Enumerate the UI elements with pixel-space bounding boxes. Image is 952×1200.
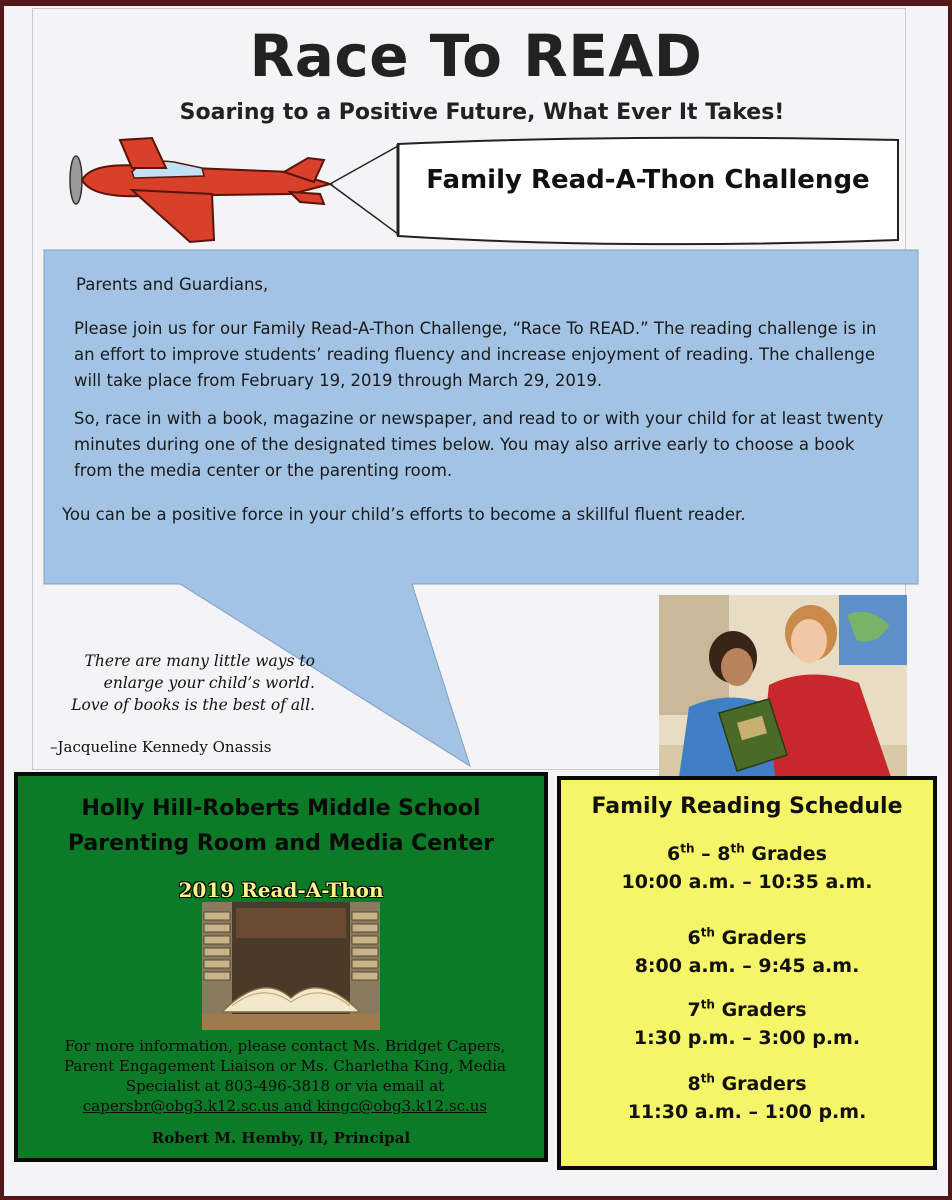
slot-time: 10:00 a.m. – 10:35 a.m. xyxy=(621,871,873,893)
slot-time: 1:30 p.m. – 3:00 p.m. xyxy=(633,1027,861,1049)
letter-paragraph-2: So, race in with a book, magazine or newspaper, and read to or with your child for at least twenty minutes during one of the designated times below. You may also arrive early to choose a book from the media center or the parenting room. xyxy=(74,409,884,480)
contact-line-3: Specialist at 803-496-3818 or via email at xyxy=(125,1077,445,1095)
quote-block xyxy=(60,650,315,716)
letter-paragraph-1: Please join us for our Family Read-A-Thon Challenge, “Race To READ.” The reading challenge is in an effort to improve students’ reading fluency and increase enjoyment of reading. The challenge will take place from February 19, 2019 through March 29, 2019. xyxy=(74,319,877,390)
flyer-subtitle: Soaring to a Positive Future, What Ever It Takes! xyxy=(179,100,785,125)
letter-paragraph-3: You can be a positive force in your child’s efforts to become a skillful fluent reader. xyxy=(62,505,746,524)
principal-name: Robert M. Hemby, II, Principal xyxy=(151,1129,411,1147)
school-name: Holly Hill-Roberts Middle School xyxy=(81,796,481,821)
reading-photo xyxy=(659,595,907,777)
schedule-slot xyxy=(561,996,933,1052)
quote-attribution: –Jacqueline Kennedy Onassis xyxy=(50,738,272,756)
quote-line-3: Love of books is the best of all. xyxy=(71,696,315,714)
letter-greeting: Parents and Guardians, xyxy=(76,275,269,294)
school-location: Parenting Room and Media Center xyxy=(67,831,495,856)
school-info-panel xyxy=(14,772,548,1162)
contact-emails: capersbr@obg3.k12.sc.us and kingc@obg3.k12.sc.us xyxy=(82,1097,488,1115)
contact-line-1: For more information, please contact Ms. Bridget Capers, xyxy=(64,1037,506,1055)
slot-grade: 7th Graders xyxy=(687,997,807,1021)
quote-line-1: There are many little ways to xyxy=(84,652,315,670)
event-title: 2019 Read-A-Thon xyxy=(178,878,384,902)
contact-line-2: Parent Engagement Liaison or Ms. Charletha King, Media xyxy=(64,1057,506,1075)
contact-info xyxy=(38,1036,532,1116)
banner-text: Family Read-A-Thon Challenge xyxy=(426,165,870,195)
quote-line-2: enlarge your child’s world. xyxy=(103,674,315,692)
slot-time: 8:00 a.m. – 9:45 a.m. xyxy=(634,955,860,977)
invitation-letter xyxy=(62,272,892,540)
flyer-title: Race To READ xyxy=(249,22,703,90)
slot-time: 11:30 a.m. – 1:00 p.m. xyxy=(627,1101,867,1123)
slot-grade: 6th – 8th Grades xyxy=(667,841,827,865)
slot-grade: 6th Graders xyxy=(687,925,807,949)
schedule-panel xyxy=(557,776,937,1170)
schedule-slot xyxy=(561,1070,933,1126)
schedule-slot xyxy=(561,924,933,980)
schedule-slot xyxy=(561,840,933,896)
books-image xyxy=(202,902,380,1030)
schedule-title: Family Reading Schedule xyxy=(591,794,903,819)
slot-grade: 8th Graders xyxy=(687,1071,807,1095)
